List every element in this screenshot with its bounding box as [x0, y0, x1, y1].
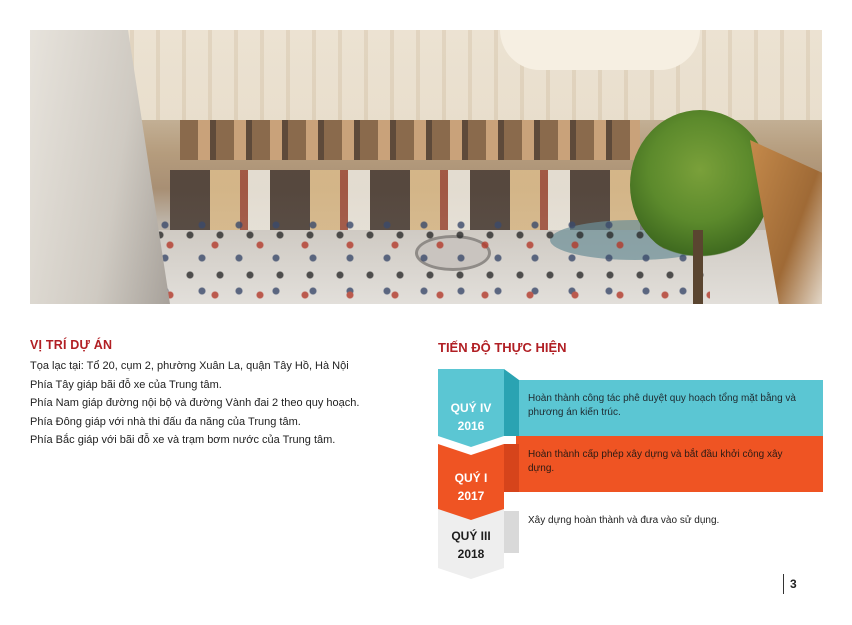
- progress-step-bar: [516, 492, 823, 548]
- progress-step-text: Hoàn thành cấp phép xây dựng và bắt đầu khởi công xây dựng.: [528, 449, 783, 474]
- step-label: [438, 469, 504, 505]
- step-quarter: QUÝ IV: [450, 401, 492, 415]
- shopping-mall-photo: [30, 30, 822, 304]
- location-line: Phía Tây giáp bãi đỗ xe của Trung tâm.: [30, 378, 222, 391]
- step-quarter: QUÝ I: [454, 471, 488, 485]
- step-quarter: QUÝ III: [451, 529, 491, 543]
- upper-floor-shops: [180, 120, 640, 160]
- progress-step-bar: [516, 436, 823, 492]
- location-line: Phía Nam giáp đường nội bộ và đường Vành đai 2 theo quy hoạch.: [30, 397, 360, 409]
- progress-title: TIẾN ĐỘ THỰC HIỆN: [438, 340, 567, 355]
- tree-trunk: [693, 230, 703, 304]
- progress-step-text: Hoàn thành công tác phê duyệt quy hoạch tổng mặt bằng và phương án kiến trúc.: [528, 393, 796, 418]
- step-year: 2017: [457, 489, 485, 503]
- skylight: [500, 30, 700, 70]
- progress-step-text: Xây dựng hoàn thành và đưa vào sử dụng.: [528, 515, 720, 526]
- progress-step-badge: [438, 509, 519, 579]
- step-label: [438, 527, 504, 563]
- progress-step-badge: [438, 369, 519, 447]
- crowd: [150, 215, 710, 304]
- location-line: Phía Bắc giáp với bãi đỗ xe và trạm bơm nước của Trung tâm.: [30, 434, 336, 446]
- page-number: 3: [783, 574, 797, 594]
- project-location-section: [30, 338, 410, 450]
- step-label: [438, 399, 504, 435]
- step-year: 2018: [457, 547, 485, 561]
- progress-step-bar: [516, 380, 823, 436]
- location-line: Tọa lạc tại: Tổ 20, cụm 2, phường Xuân La, quận Tây Hồ, Hà Nội: [30, 360, 349, 372]
- ceiling: [30, 30, 822, 120]
- step-year: 2016: [457, 419, 485, 433]
- location-line: Phía Đông giáp với nhà thi đấu đa năng của Trung tâm.: [30, 415, 301, 428]
- location-title: VỊ TRÍ DỰ ÁN: [30, 338, 113, 352]
